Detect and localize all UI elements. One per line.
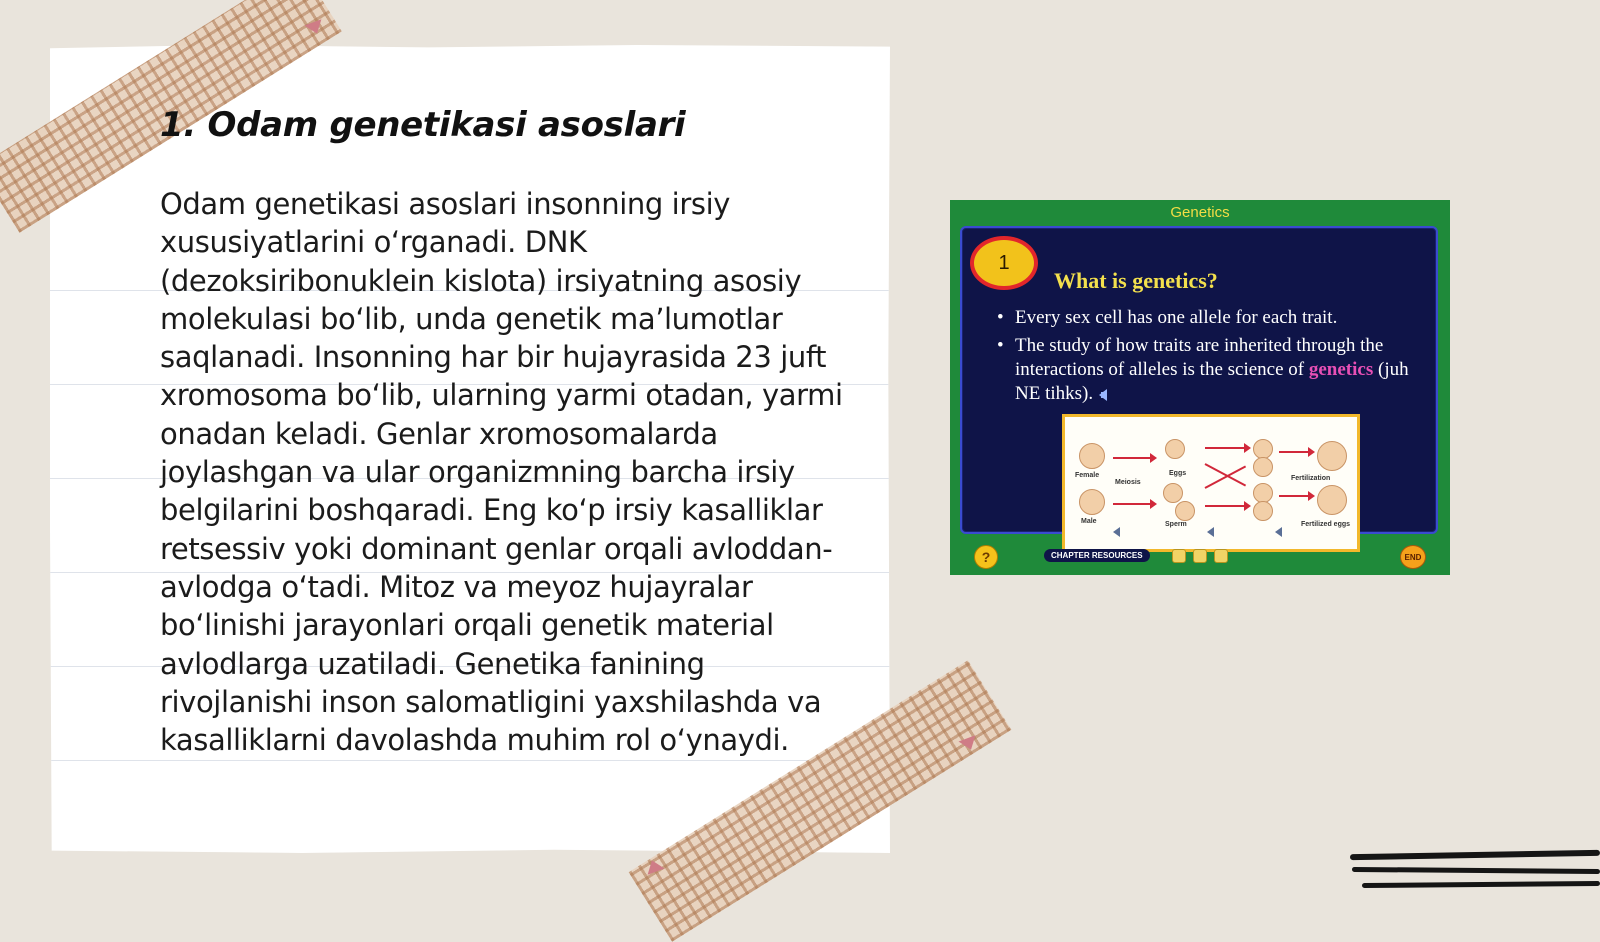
- brush-stroke: [1350, 850, 1600, 860]
- arrow: [1279, 451, 1309, 453]
- nav-forward-button[interactable]: [1214, 549, 1228, 563]
- female-label: Female: [1075, 472, 1100, 479]
- slide-panel: [960, 226, 1438, 534]
- cross-line: [1205, 466, 1247, 489]
- arrow: [1279, 495, 1309, 497]
- fertilization-label: Fertilization: [1291, 475, 1331, 482]
- sperm-label: Sperm: [1165, 521, 1187, 528]
- bullet-item: • Every sex cell has one allele for each trait.: [997, 307, 1338, 328]
- page-title: 1. Odam genetikasi asoslari: [160, 105, 686, 145]
- bullet-item: • The study of how traits are inherited through the interactions of alleles is the science of genetics (juh NE tihks).: [997, 335, 1409, 404]
- egg-cell: [1165, 439, 1185, 459]
- sperm-cell: [1175, 501, 1195, 521]
- speaker-icon[interactable]: [1099, 389, 1107, 401]
- slide-heading: What is genetics?: [1054, 268, 1218, 293]
- body-paragraph: Odam genetikasi asoslari insonning irsiy xususiyatlarini o‘rganadi. DNK (dezoksiribonuklein kislota) irsiyatning asosiy molekulasi bo‘lib, unda genetik ma’lumotlar saqlanadi. Insonning har bir hujayrasida 23 juft xromosoma bo‘lib, ularning yarmi otadan, yarmi onadan keladi. Genlar xromosomalarda joylashgan va ular organizmning barcha irsiy belgilarini boshqaradi. Eng ko‘p irsiy kasalliklar retsessiv yoki dominant genlar orqali avloddan-avlodga o‘tadi. Mitoz va meyoz hujayralar bo‘linishi jarayonlari orqali genetik material avlodlarga uzatiladi. Genetika fanining rivojlanishi inson salomatligini yaxshilashda va kasalliklarni davolashda muhim rol o‘ynaydi.: [160, 187, 843, 758]
- zygote-cell: [1253, 439, 1273, 459]
- slide-bullet-list: [995, 306, 1435, 410]
- fertilized-eggs-label: Fertilized eggs: [1301, 521, 1351, 528]
- ruled-line: [50, 760, 890, 761]
- end-button[interactable]: END: [1400, 545, 1426, 569]
- male-cell: [1079, 489, 1105, 515]
- zygote-cell: [1253, 457, 1273, 477]
- slide-header: Genetics: [1170, 204, 1230, 221]
- fertilization-diagram: [1062, 414, 1360, 552]
- keyword-genetics: genetics: [1308, 359, 1374, 380]
- zygote-cell: [1253, 501, 1273, 521]
- meiosis-label: Meiosis: [1115, 479, 1141, 486]
- zygote-cell: [1253, 483, 1273, 503]
- male-label: Male: [1081, 518, 1097, 525]
- section-number-badge: 1: [970, 236, 1038, 290]
- help-button[interactable]: ?: [974, 545, 998, 569]
- nav-home-button[interactable]: [1193, 549, 1207, 563]
- fertilized-egg-cell: [1317, 441, 1347, 471]
- slide-footer-bar: [950, 535, 1450, 575]
- brush-stroke: [1352, 867, 1600, 874]
- fertilized-egg-cell: [1317, 485, 1347, 515]
- arrow: [1205, 447, 1245, 449]
- arrow: [1113, 457, 1151, 459]
- arrow: [1205, 505, 1245, 507]
- sperm-cell: [1163, 483, 1183, 503]
- eggs-label: Eggs: [1169, 470, 1187, 477]
- brush-stroke: [1362, 881, 1600, 888]
- female-cell: [1079, 443, 1105, 469]
- genetics-slide-image: [950, 200, 1450, 575]
- nav-back-button[interactable]: [1172, 549, 1186, 563]
- chapter-resources-button[interactable]: CHAPTER RESOURCES: [1044, 549, 1150, 562]
- arrow: [1113, 503, 1151, 505]
